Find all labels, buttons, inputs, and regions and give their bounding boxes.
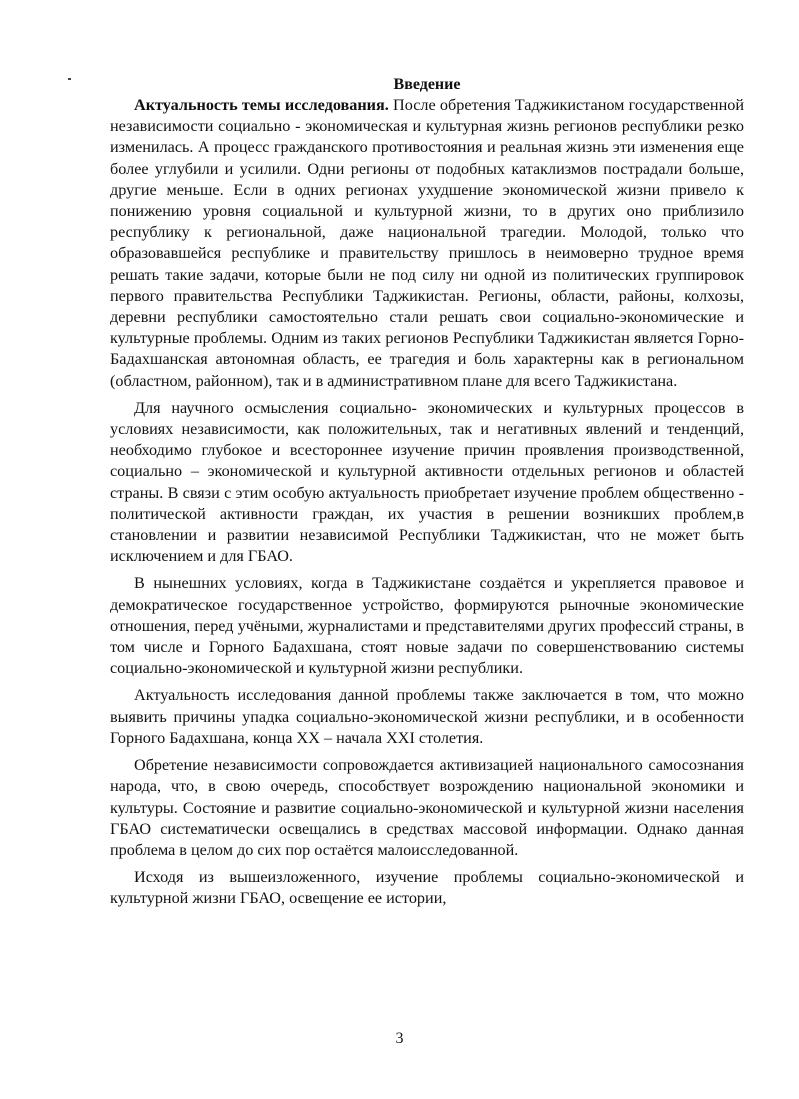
paragraph-2: Для научного осмысления социально- экономических и культурных процессов в условиях независимости, как положительных, так и негативных явлений и тенденций, необходимо глубокое и всестороннее изучение причин проявления производственной, социально – экономической и культурной активности отдельных регионов и областей страны. В связи с этим особую актуальность приобретает изучение проблем общественно - политической активности граждан, их участия в решении возникших проблем,в становлении и развитии независимой Республики Таджикистан, что не может быть исключением и для ГБАО. — [110, 398, 744, 566]
page-title: Введение — [393, 76, 461, 93]
paragraph-1-text: После обретения Таджикистаном государственной независимости социально - экономическая и культурная жизнь регионов республики резко изменилась. А процесс гражданского противостояния и реальная жизнь эти изменения еще более углубили и усилили. Одни регионы от подобных катаклизмов пострадали больше, другие меньше. Если в одних регионах ухудшение экономической жизни привело к понижению уровня социальной и культурной жизни, то в других оно приблизило республику к региональной, даже национальной трагедии. Молодой, только что образовавшейся республике и правительству пришлось в неимоверно трудное время решать такие задачи, которые были не под силу ни одной из политических группировок первого правительства Республики Таджикистан. Регионы, области, районы, колхозы, деревни республики самостоятельно стали решать свои социально-экономические и культурные проблемы. Одним из таких регионов Республики Таджикистан является Горно-Бадахшанская автономная область, ее трагедия и боль характерны как в региональном (областном, районном), так и в административном плане для всего Таджикистана. — [110, 96, 744, 390]
page-number: 3 — [395, 1030, 404, 1047]
paragraph-4: Актуальность исследования данной проблемы также заключается в том, что можно выявить причины упадка социально-экономической жизни республики, и в особенности Горного Бадахшана, конца XX – начала XXI столетия. — [110, 686, 744, 747]
document-page — [110, 74, 744, 916]
paragraph-3: В нынешних условиях, когда в Таджикистане создаётся и укрепляется правовое и демократическое государственное устройство, формируются рыночные экономические отношения, перед учёными, журналистами и представителями других профессий страны, в том числе и Горного Бадахшана, стоят новые задачи по совершенствованию системы социально-экономической и культурной жизни республики. — [110, 574, 744, 678]
paragraph-1 — [110, 95, 744, 392]
scan-speck — [68, 78, 71, 80]
paragraph-1-lead: Актуальность темы исследования. — [134, 96, 389, 114]
paragraph-5: Обретение независимости сопровождается активизацией национального самосознания народа, что, в свою очередь, способствует возрождению национальной экономики и культуры. Состояние и развитие социально-экономической и культурной жизни населения ГБАО систематически освещались в средствах массовой информации. Однако данная проблема в целом до сих пор остаётся малоисследованной. — [110, 756, 744, 859]
paragraph-6: Исходя из вышеизложенного, изучение проблемы социально-экономической и культурной жизни ГБАО, освещение ее истории, — [110, 868, 744, 908]
